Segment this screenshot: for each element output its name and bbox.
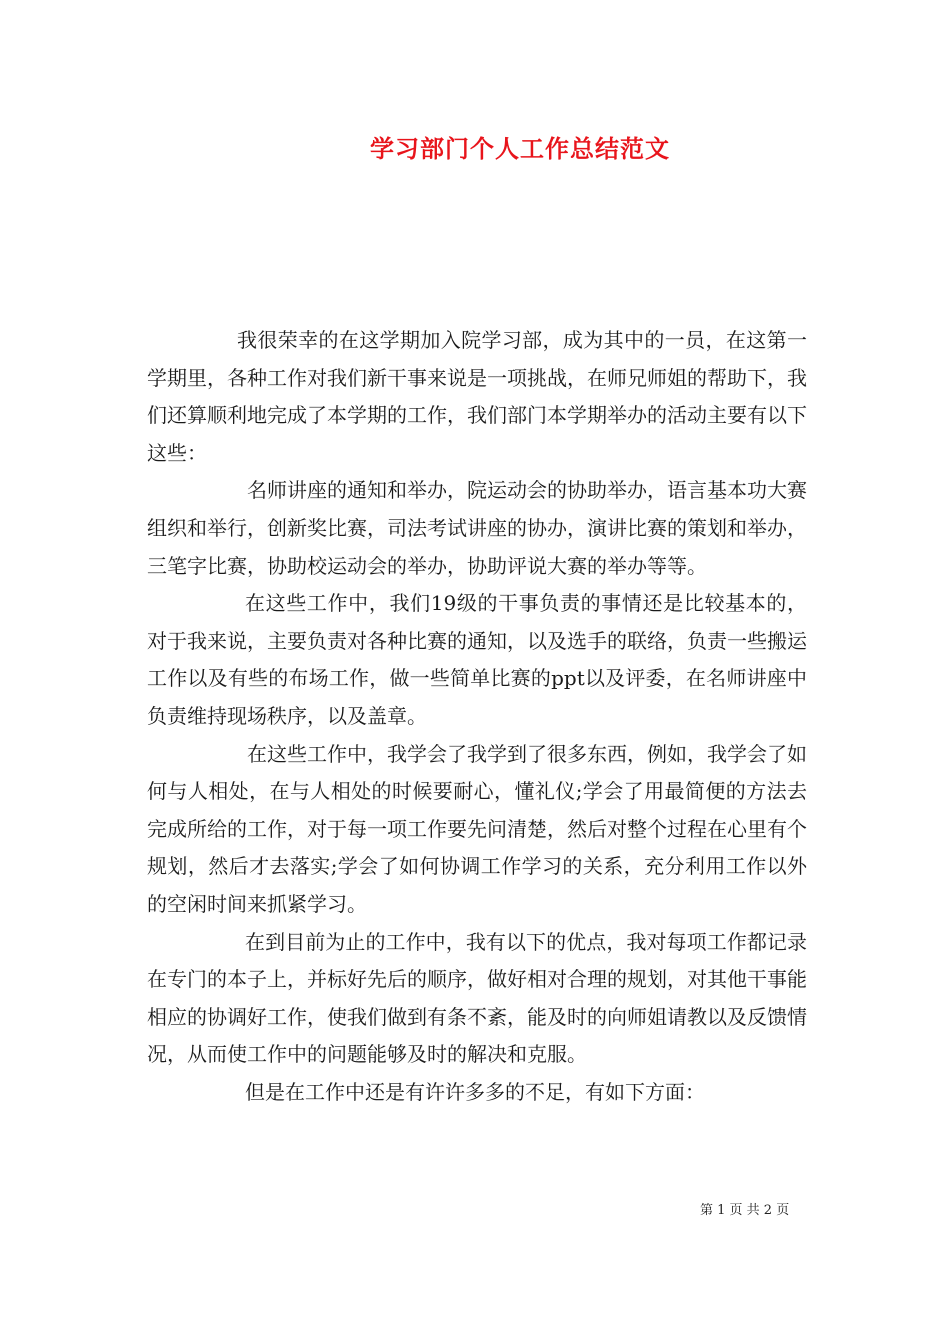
paragraph-3: 在这些工作中，我们19级的干事负责的事情还是比较基本的，对于我来说，主要负责对各种比赛的通知，以及选手的联络，负责一些搬运工作以及有些的布场工作，做一些简单比赛的ppt以及评委，在名师讲座中负责维持现场秩序，以及盖章。 xyxy=(147,591,807,728)
paragraph-4: 在这些工作中，我学会了我学到了很多东西，例如，我学会了如何与人相处，在与人相处的时候要耐心，懂礼仪;学会了用最简便的方法去完成所给的工作，对于每一项工作要先问清楚，然后对整个过程在心里有个规划，然后才去落实;学会了如何协调工作学习的关系，充分利用工作以外的空闲时间来抓紧学习。 xyxy=(147,741,807,916)
page-number: 第 1 页 共 2 页 xyxy=(700,1203,790,1218)
paragraph-5: 在到目前为止的工作中，我有以下的优点，我对每项工作都记录在专门的本子上，并标好先后的顺序，做好相对合理的规划，对其他干事能相应的协调好工作，使我们做到有条不紊，能及时的向师姐请教以及反馈情况，从而使工作中的问题能够及时的解决和克服。 xyxy=(147,929,807,1067)
document-body xyxy=(147,322,807,1111)
paragraph-2: 名师讲座的通知和举办，院运动会的协助举办，语言基本功大赛组织和举行，创新奖比赛，司法考试讲座的协办，演讲比赛的策划和举办，三笔字比赛，协助校运动会的举办，协助评说大赛的举办等等。 xyxy=(147,478,807,578)
document-title: 学习部门个人工作总结范文 xyxy=(370,134,670,163)
paragraph-1: 我很荣幸的在这学期加入院学习部，成为其中的一员，在这第一学期里，各种工作对我们新干事来说是一项挑战，在师兄师姐的帮助下，我们还算顺利地完成了本学期的工作，我们部门本学期举办的活动主要有以下这些： xyxy=(147,328,807,465)
paragraph-6: 但是在工作中还是有许许多多的不足，有如下方面： xyxy=(245,1079,705,1104)
